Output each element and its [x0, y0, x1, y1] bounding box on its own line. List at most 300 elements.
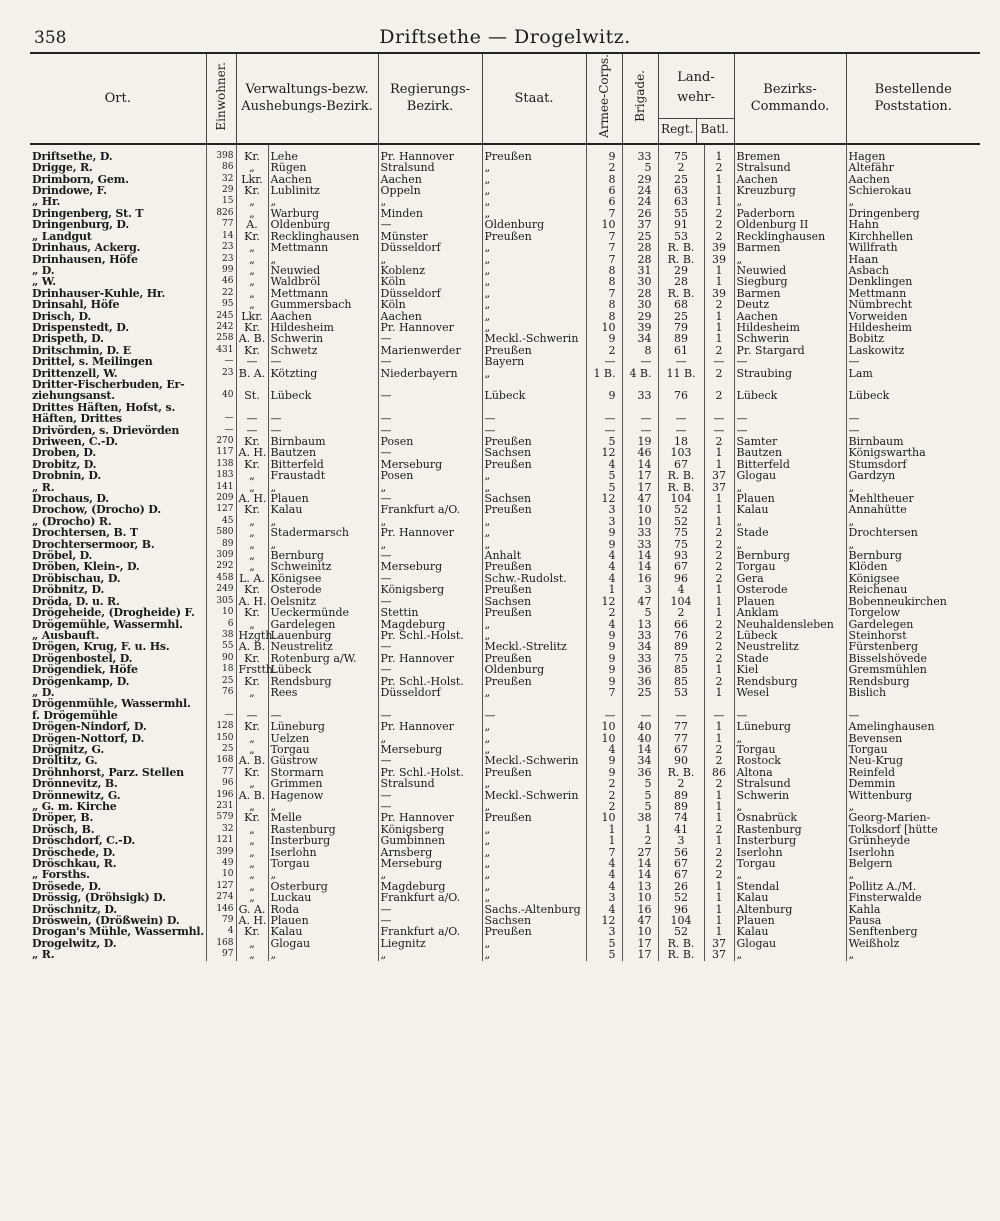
cell-verwaltung-type: „: [236, 470, 268, 481]
cell-staat: „: [482, 276, 586, 287]
cell-verwaltung-type: „: [236, 801, 268, 812]
cell-staat: „: [482, 892, 586, 903]
cell-ort: Drochtersermoor, B.: [32, 537, 155, 551]
cell-regierungsbezirk: —: [378, 493, 482, 504]
cell-einwohner: 18: [206, 664, 236, 675]
cell-bataillon: 1: [704, 265, 734, 276]
cell-staat: Sachsen: [482, 493, 586, 504]
cell-ort: Dröltitz, G.: [32, 754, 98, 768]
table-row: [30, 242, 980, 253]
cell-bezirk: Melle: [268, 812, 378, 823]
cell-armee-corps: 5: [586, 482, 622, 493]
cell-bataillon: 1: [704, 790, 734, 801]
cell-bezirks-commando: Oldenburg II: [734, 219, 846, 230]
cell-verwaltung-type: „: [236, 208, 268, 219]
cell-bezirks-commando: Insterburg: [734, 835, 846, 846]
table-row: [30, 767, 980, 778]
cell-verwaltung-type: Kr.: [236, 607, 268, 618]
page-title: Driftsethe — Drogelwitz.: [379, 26, 631, 48]
cell-brigade: 28: [622, 288, 658, 299]
cell-brigade: 19: [622, 436, 658, 447]
cell-armee-corps: 2: [586, 801, 622, 812]
cell-armee-corps: 2: [586, 607, 622, 618]
table-row: [30, 196, 980, 207]
cell-verwaltung-type: „: [236, 196, 268, 207]
cell-armee-corps: 7: [586, 288, 622, 299]
cell-brigade: 47: [622, 915, 658, 926]
cell-staat: „: [482, 733, 586, 744]
cell-staat: Oldenburg: [482, 664, 586, 675]
cell-bataillon: 2: [704, 527, 734, 538]
cell-staat: Preußen: [482, 676, 586, 687]
cell-regierungsbezirk: Aachen: [378, 311, 482, 322]
cell-bezirk: Bautzen: [268, 447, 378, 458]
cell-bezirk: Neustrelitz: [268, 641, 378, 652]
header-einwohner: [206, 53, 236, 144]
cell-bezirks-commando: Pr. Stargard: [734, 345, 846, 356]
cell-verwaltung-type: „: [236, 858, 268, 869]
cell-ort: Dröschdorf, C.-D.: [32, 834, 136, 848]
cell-bezirk: Rastenburg: [268, 824, 378, 835]
cell-staat: Preußen: [482, 459, 586, 470]
cell-einwohner: 40: [206, 390, 236, 401]
cell-brigade: 34: [622, 333, 658, 344]
cell-bataillon: 1: [704, 311, 734, 322]
cell-poststation: Bisselshövede: [846, 653, 980, 664]
table-row: [30, 413, 980, 424]
cell-armee-corps: 4: [586, 561, 622, 572]
cell-einwohner: 127: [206, 504, 236, 515]
cell-ort: Dringenburg, D.: [32, 218, 130, 232]
cell-bataillon: 1: [704, 596, 734, 607]
cell-poststation: Weißholz: [846, 938, 980, 949]
cell-bezirk: Lauenburg: [268, 630, 378, 641]
table-row: [30, 402, 980, 413]
cell-staat: „: [482, 539, 586, 550]
cell-ort: Drögen-Nottorf, D.: [32, 731, 145, 745]
cell-regierungsbezirk: Königsberg: [378, 824, 482, 835]
cell-verwaltung-type: A. B.: [236, 790, 268, 801]
cell-bataillon: 1: [704, 926, 734, 937]
table-row: [30, 470, 980, 481]
cell-brigade: 8: [622, 345, 658, 356]
cell-bezirk: Neuwied: [268, 265, 378, 276]
cell-brigade: —: [622, 413, 658, 424]
cell-bezirk: Oelsnitz: [268, 596, 378, 607]
cell-bataillon: 1: [704, 904, 734, 915]
cell-bataillon: 2: [704, 744, 734, 755]
cell-ort: Drögemühle, Wassermhl.: [32, 617, 183, 631]
cell-regierungsbezirk: Pr. Hannover: [378, 527, 482, 538]
cell-poststation: Amelinghausen: [846, 721, 980, 732]
cell-brigade: 5: [622, 162, 658, 173]
cell-poststation: Bevensen: [846, 733, 980, 744]
cell-bataillon: 2: [704, 550, 734, 561]
cell-bataillon: 37: [704, 470, 734, 481]
cell-regierungsbezirk: Münster: [378, 231, 482, 242]
cell-regiment: R. B.: [658, 470, 704, 481]
cell-staat: „: [482, 619, 586, 630]
cell-einwohner: 45: [206, 516, 236, 527]
cell-staat: Meckl.-Strelitz: [482, 641, 586, 652]
cell-staat: „: [482, 288, 586, 299]
cell-armee-corps: 9: [586, 539, 622, 550]
cell-poststation: Birnbaum: [846, 436, 980, 447]
cell-verwaltung-type: Frstth.: [236, 664, 268, 675]
cell-ort: Dröschede, D.: [32, 845, 116, 859]
cell-ort: Drönnewitz, G.: [32, 788, 121, 802]
header-landwehr: [658, 53, 734, 144]
cell-bezirk: —: [268, 413, 378, 424]
cell-regierungsbezirk: „: [378, 482, 482, 493]
table-row: [30, 144, 980, 162]
cell-ort: Drispeth, D.: [32, 332, 104, 346]
cell-regierungsbezirk: —: [378, 550, 482, 561]
cell-ort: „ W.: [32, 275, 56, 289]
cell-regiment: 52: [658, 892, 704, 903]
cell-regiment: 11 B.: [658, 368, 704, 379]
header-post: Bestellende Poststation.: [846, 53, 980, 144]
cell-regiment: 63: [658, 185, 704, 196]
cell-armee-corps: 6: [586, 196, 622, 207]
cell-verwaltung-type: A.: [236, 219, 268, 230]
cell-regierungsbezirk: „: [378, 949, 482, 960]
table-row: [30, 276, 980, 287]
cell-verwaltung-type: Kr.: [236, 322, 268, 333]
cell-brigade: 5: [622, 607, 658, 618]
cell-einwohner: 231: [206, 801, 236, 812]
cell-ort: Drindowe, F.: [32, 184, 107, 198]
header-armee: [586, 53, 622, 144]
cell-brigade: 25: [622, 687, 658, 698]
cell-bataillon: 39: [704, 254, 734, 265]
cell-regiment: 93: [658, 550, 704, 561]
cell-verwaltung-type: Lkr.: [236, 174, 268, 185]
table-row: [30, 847, 980, 858]
table-row: [30, 778, 980, 789]
cell-brigade: 14: [622, 550, 658, 561]
cell-regierungsbezirk: Marienwerder: [378, 345, 482, 356]
cell-einwohner: 258: [206, 333, 236, 344]
cell-verwaltung-type: „: [236, 687, 268, 698]
cell-bezirks-commando: Rostock: [734, 755, 846, 766]
cell-regiment: 76: [658, 630, 704, 641]
cell-brigade: 14: [622, 459, 658, 470]
cell-ort: Drösch, B.: [32, 822, 95, 836]
cell-ort: Dritter-Fischerbuden, Er-: [32, 377, 185, 391]
cell-regierungsbezirk: Koblenz: [378, 265, 482, 276]
cell-staat: Sachs.-Altenburg: [482, 904, 586, 915]
cell-poststation: Lübeck: [846, 390, 980, 401]
cell-ort: f. Drögemühle: [32, 708, 118, 722]
cell-bezirks-commando: Kalau: [734, 504, 846, 515]
cell-einwohner: 23: [206, 254, 236, 265]
cell-brigade: 24: [622, 196, 658, 207]
cell-poststation: Annahütte: [846, 504, 980, 515]
cell-bataillon: 1: [704, 333, 734, 344]
cell-staat: „: [482, 847, 586, 858]
cell-bezirk: Schwerin: [268, 333, 378, 344]
cell-poststation: Laskowitz: [846, 345, 980, 356]
cell-poststation: „: [846, 482, 980, 493]
cell-bezirk: „: [268, 196, 378, 207]
cell-regiment: 67: [658, 869, 704, 880]
cell-poststation: Königswartha: [846, 447, 980, 458]
cell-bataillon: 2: [704, 619, 734, 630]
cell-ort: Drinhauser-Kuhle, Hr.: [32, 286, 166, 300]
cell-bataillon: 1: [704, 447, 734, 458]
cell-einwohner: 305: [206, 596, 236, 607]
cell-einwohner: 826: [206, 208, 236, 219]
cell-bataillon: 37: [704, 949, 734, 960]
cell-verwaltung-type: „: [236, 539, 268, 550]
table-row: [30, 881, 980, 892]
cell-regiment: R. B.: [658, 949, 704, 960]
cell-poststation: Drochtersen: [846, 527, 980, 538]
cell-staat: Oldenburg: [482, 219, 586, 230]
header-landwehr-label: Land-wehr-: [677, 70, 715, 105]
cell-regierungsbezirk: Minden: [378, 208, 482, 219]
cell-bezirks-commando: Anklam: [734, 607, 846, 618]
cell-staat: „: [482, 949, 586, 960]
cell-regierungsbezirk: —: [378, 596, 482, 607]
cell-staat: „: [482, 938, 586, 949]
cell-einwohner: 121: [206, 835, 236, 846]
cell-poststation: Bobitz: [846, 333, 980, 344]
cell-regiment: 67: [658, 459, 704, 470]
cell-regierungsbezirk: Posen: [378, 436, 482, 447]
cell-verwaltung-type: Kr.: [236, 144, 268, 162]
cell-bataillon: —: [704, 710, 734, 721]
cell-bezirk: „: [268, 254, 378, 265]
cell-einwohner: 168: [206, 938, 236, 949]
cell-bezirk: Torgau: [268, 858, 378, 869]
cell-bezirks-commando: „: [734, 539, 846, 550]
cell-poststation: —: [846, 710, 980, 721]
table-row: [30, 584, 980, 595]
cell-regiment: 85: [658, 676, 704, 687]
cell-einwohner: 579: [206, 812, 236, 823]
cell-bezirks-commando: —: [734, 356, 846, 367]
cell-armee-corps: 5: [586, 470, 622, 481]
cell-ort: Drössig, (Dröhsigk) D.: [32, 891, 166, 905]
cell-bezirk: Bitterfeld: [268, 459, 378, 470]
cell-regiment: 89: [658, 333, 704, 344]
cell-ort: Dröschkau, R.: [32, 857, 117, 871]
cell-einwohner: 14: [206, 231, 236, 242]
cell-ort: Drinhaus, Ackerg.: [32, 241, 141, 255]
cell-regiment: 53: [658, 687, 704, 698]
cell-regierungsbezirk: Pr. Hannover: [378, 653, 482, 664]
cell-brigade: 17: [622, 482, 658, 493]
cell-regierungsbezirk: Pr. Schl.-Holst.: [378, 767, 482, 778]
cell-regiment: 104: [658, 915, 704, 926]
cell-einwohner: 29: [206, 185, 236, 196]
table-row: [30, 926, 980, 937]
table-row: [30, 311, 980, 322]
cell-verwaltung-type: Kr.: [236, 926, 268, 937]
cell-verwaltung-type: —: [236, 356, 268, 367]
cell-armee-corps: 12: [586, 915, 622, 926]
cell-armee-corps: 2: [586, 345, 622, 356]
cell-staat: Preußen: [482, 607, 586, 618]
cell-bezirk: Plauen: [268, 493, 378, 504]
cell-staat: „: [482, 299, 586, 310]
cell-staat: Sachsen: [482, 596, 586, 607]
table-row: [30, 938, 980, 949]
cell-einwohner: 23: [206, 368, 236, 379]
cell-staat: Meckl.-Schwerin: [482, 790, 586, 801]
cell-einwohner: 168: [206, 755, 236, 766]
cell-poststation: Gremsmühlen: [846, 664, 980, 675]
cell-brigade: 4 B.: [622, 368, 658, 379]
cell-ort: „ Forsths.: [32, 868, 90, 882]
cell-regiment: 2: [658, 778, 704, 789]
cell-regiment: 3: [658, 835, 704, 846]
cell-bezirks-commando: Bremen: [734, 144, 846, 162]
cell-verwaltung-type: A. H.: [236, 447, 268, 458]
cell-bezirks-commando: Altenburg: [734, 904, 846, 915]
cell-ort: „ G. m. Kirche: [32, 800, 117, 813]
cell-armee-corps: 10: [586, 733, 622, 744]
cell-brigade: 17: [622, 949, 658, 960]
cell-armee-corps: 5: [586, 949, 622, 960]
cell-bezirks-commando: Stade: [734, 653, 846, 664]
cell-regiment: 52: [658, 926, 704, 937]
cell-bezirk: Güstrow: [268, 755, 378, 766]
table-row: [30, 790, 980, 801]
cell-ort: Dröschnitz, D.: [32, 902, 117, 916]
cell-armee-corps: 12: [586, 596, 622, 607]
cell-verwaltung-type: G. A.: [236, 904, 268, 915]
cell-bezirks-commando: Deutz: [734, 299, 846, 310]
cell-brigade: 17: [622, 938, 658, 949]
cell-regiment: 67: [658, 858, 704, 869]
cell-bataillon: 2: [704, 390, 734, 401]
cell-bezirk: Schweinitz: [268, 561, 378, 572]
cell-poststation: Lam: [846, 368, 980, 379]
cell-poststation: Kahla: [846, 904, 980, 915]
cell-regierungsbezirk: Düsseldorf: [378, 687, 482, 698]
cell-bezirk: Birnbaum: [268, 436, 378, 447]
cell-verwaltung-type: Hzgth.: [236, 630, 268, 641]
cell-brigade: 33: [622, 653, 658, 664]
cell-ort: Drinsahl, Höfe: [32, 298, 120, 312]
table-body: [30, 144, 980, 961]
cell-armee-corps: 10: [586, 812, 622, 823]
cell-brigade: 46: [622, 447, 658, 458]
cell-staat: „: [482, 162, 586, 173]
cell-bezirks-commando: Straubing: [734, 368, 846, 379]
cell-ort: Dröhnhorst, Parz. Stellen: [32, 765, 184, 779]
cell-staat: [482, 698, 586, 709]
cell-bezirks-commando: Plauen: [734, 493, 846, 504]
cell-regiment: 75: [658, 539, 704, 550]
cell-ort: „ Ausbauft.: [32, 628, 100, 642]
cell-einwohner: 146: [206, 904, 236, 915]
cell-poststation: „: [846, 516, 980, 527]
cell-bezirks-commando: Lüneburg: [734, 721, 846, 732]
cell-bezirks-commando: Osterode: [734, 584, 846, 595]
cell-bezirks-commando: „: [734, 196, 846, 207]
cell-poststation: „: [846, 869, 980, 880]
table-row: [30, 858, 980, 869]
cell-bataillon: 39: [704, 242, 734, 253]
cell-brigade: 5: [622, 778, 658, 789]
cell-regierungsbezirk: Pr. Hannover: [378, 322, 482, 333]
cell-brigade: 33: [622, 144, 658, 162]
cell-ort: Drobnin, D.: [32, 469, 101, 483]
cell-einwohner: 95: [206, 299, 236, 310]
cell-bezirks-commando: Barmen: [734, 288, 846, 299]
cell-poststation: Vorweiden: [846, 311, 980, 322]
cell-ort: „ (Drocho) R.: [32, 514, 112, 528]
cell-einwohner: 580: [206, 527, 236, 538]
cell-bataillon: 1: [704, 174, 734, 185]
cell-bezirk: Rees: [268, 687, 378, 698]
cell-armee-corps: 4: [586, 619, 622, 630]
cell-regiment: 28: [658, 276, 704, 287]
cell-bezirks-commando: „: [734, 254, 846, 265]
cell-einwohner: —: [206, 413, 236, 424]
cell-ort: Droben, D.: [32, 446, 96, 460]
cell-regierungsbezirk: Magdeburg: [378, 881, 482, 892]
cell-armee-corps: 7: [586, 231, 622, 242]
table-row: [30, 254, 980, 265]
cell-regierungsbezirk: Merseburg: [378, 858, 482, 869]
cell-verwaltung-type: „: [236, 527, 268, 538]
cell-staat: Anhalt: [482, 550, 586, 561]
cell-verwaltung-type: „: [236, 949, 268, 960]
table-row: [30, 356, 980, 367]
cell-regiment: 74: [658, 812, 704, 823]
cell-staat: „: [482, 778, 586, 789]
cell-regiment: 2: [658, 162, 704, 173]
cell-bezirks-commando: Bitterfeld: [734, 459, 846, 470]
table-row: [30, 664, 980, 675]
cell-ort: Drisch, D.: [32, 309, 92, 323]
cell-ort: Dröper, B.: [32, 811, 94, 825]
cell-einwohner: 86: [206, 162, 236, 173]
cell-regierungsbezirk: Köln: [378, 299, 482, 310]
cell-regiment: 56: [658, 847, 704, 858]
cell-bezirk: Bernburg: [268, 550, 378, 561]
cell-einwohner: 399: [206, 847, 236, 858]
header-regierung: Regierungs-Bezirk.: [378, 53, 482, 144]
cell-regierungsbezirk: Liegnitz: [378, 938, 482, 949]
cell-staat: Preußen: [482, 926, 586, 937]
cell-brigade: 27: [622, 847, 658, 858]
cell-einwohner: 274: [206, 892, 236, 903]
cell-armee-corps: 7: [586, 208, 622, 219]
cell-poststation: Bobenneukirchen: [846, 596, 980, 607]
cell-bezirks-commando: Rastenburg: [734, 824, 846, 835]
cell-regiment: 104: [658, 596, 704, 607]
cell-regiment: 61: [658, 345, 704, 356]
cell-brigade: 24: [622, 185, 658, 196]
cell-brigade: 10: [622, 504, 658, 515]
cell-bezirk: Aachen: [268, 174, 378, 185]
cell-ort: Dröswein, (Drößwein) D.: [32, 914, 180, 928]
cell-poststation: Pausa: [846, 915, 980, 926]
cell-regierungsbezirk: „: [378, 516, 482, 527]
table-row: [30, 641, 980, 652]
cell-regiment: 25: [658, 174, 704, 185]
cell-bataillon: 2: [704, 824, 734, 835]
cell-regierungsbezirk: Stralsund: [378, 778, 482, 789]
cell-regierungsbezirk: —: [378, 447, 482, 458]
cell-brigade: —: [622, 356, 658, 367]
